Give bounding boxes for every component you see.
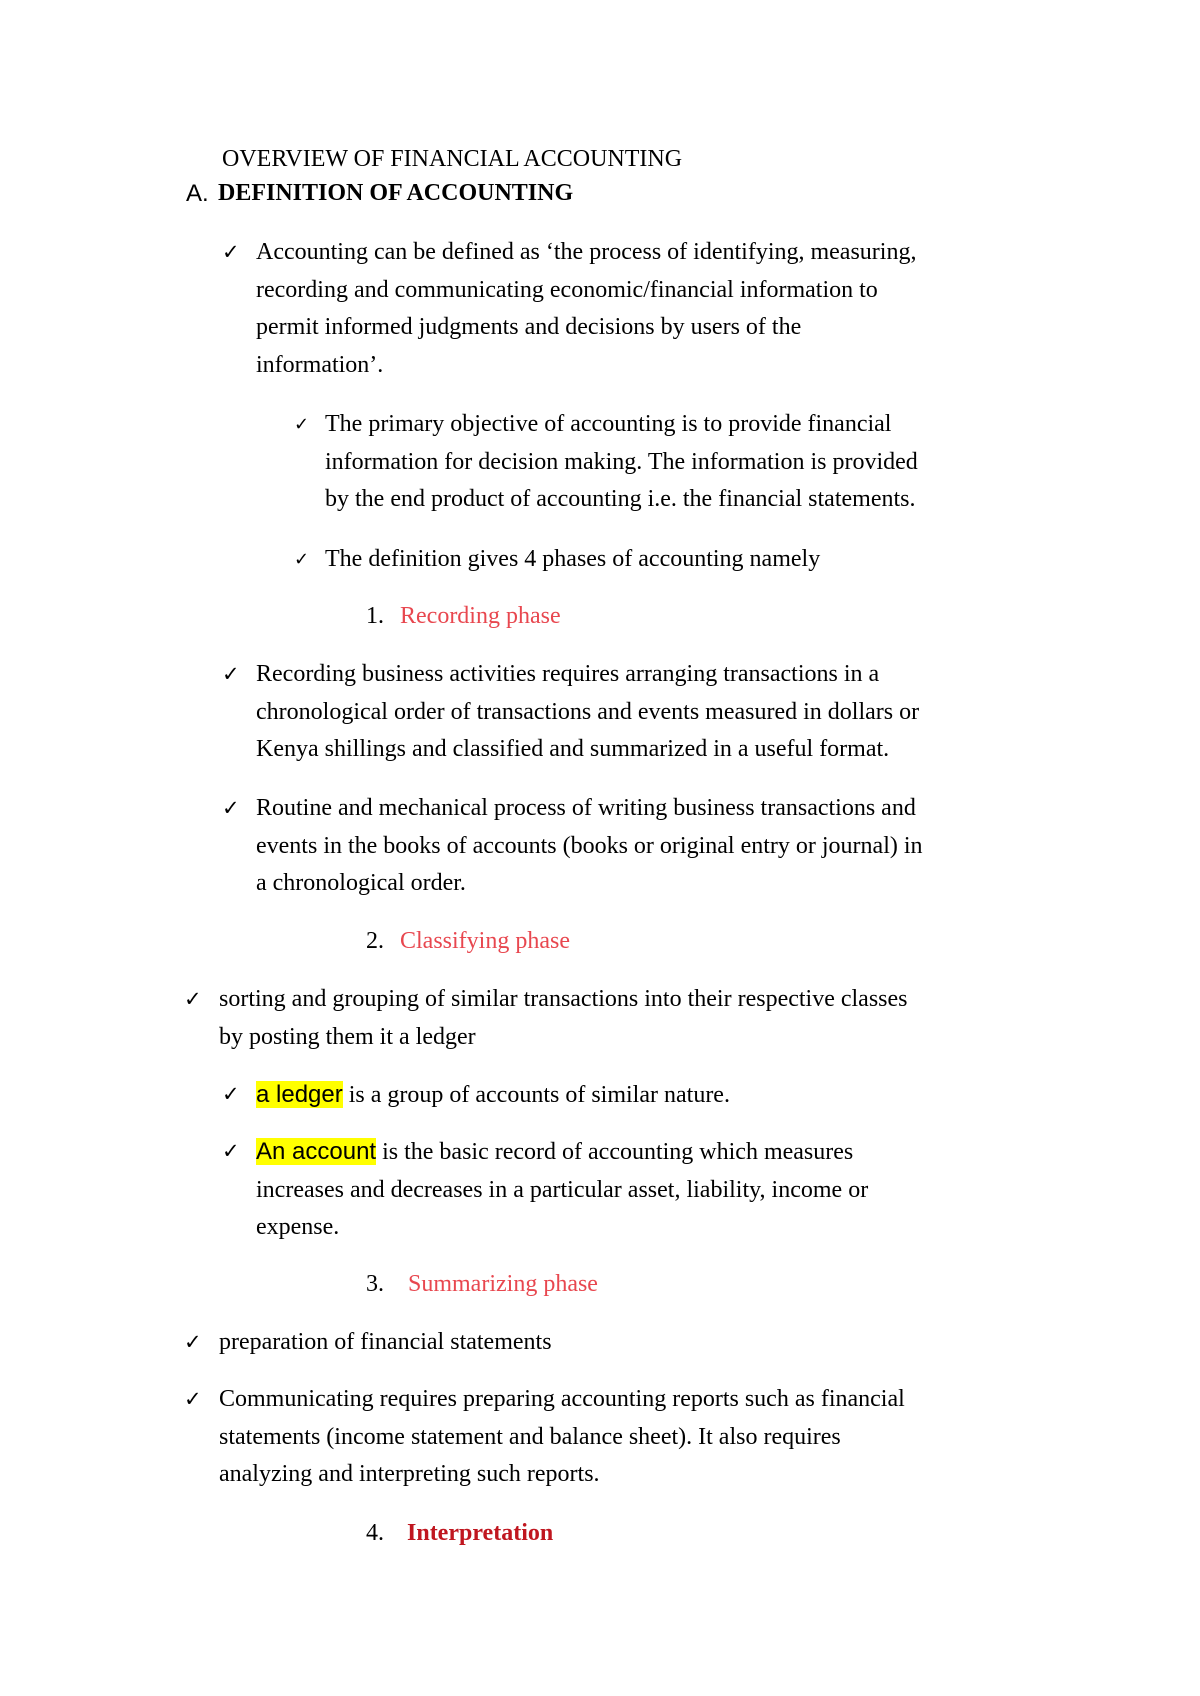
text-line: information for decision making. The information is provided [325, 448, 918, 475]
text-line [256, 1133, 868, 1172]
text-line: by the end product of accounting i.e. the financial statements. [325, 486, 916, 512]
text-line: The primary objective of accounting is to provide financial [325, 411, 892, 437]
bullet-text [256, 1076, 730, 1115]
check-icon: ✓ [294, 549, 310, 570]
check-icon: ✓ [294, 414, 310, 435]
check-icon: ✓ [184, 1330, 202, 1354]
phase-heading: Interpretation [407, 1520, 554, 1546]
text-line: The definition gives 4 phases of accounting namely [325, 546, 821, 572]
text-line: Recording business activities requires arranging transactions in a [256, 661, 880, 687]
check-icon: ✓ [222, 240, 240, 264]
check-icon: ✓ [184, 1387, 202, 1411]
phase-number: 1. [366, 603, 384, 629]
phase-number: 2. [366, 928, 384, 954]
bullet-text [256, 790, 923, 903]
text-line: recording and communicating economic/financial information to [256, 276, 878, 303]
document-title: OVERVIEW OF FINANCIAL ACCOUNTING [222, 146, 683, 172]
check-icon: ✓ [184, 987, 202, 1011]
check-icon: ✓ [222, 1139, 240, 1163]
phase-heading: Summarizing phase [408, 1271, 598, 1297]
phase-heading: Classifying phase [400, 928, 570, 954]
text-line: Kenya shillings and classified and summarized in a useful format. [256, 736, 890, 762]
bullet-text [325, 406, 918, 519]
text-line: events in the books of accounts (books or original entry or journal) in [256, 832, 923, 859]
phase-number: 3. [366, 1271, 384, 1297]
bullet-text [219, 1324, 552, 1362]
bullet-text [256, 1133, 868, 1247]
highlighted-term: a ledger [256, 1081, 343, 1108]
phase-number: 4. [366, 1520, 384, 1546]
text-line: a chronological order. [256, 870, 466, 896]
check-icon: ✓ [222, 662, 240, 686]
text-line: sorting and grouping of similar transactions into their respective classes [219, 986, 908, 1012]
bullet-text [256, 656, 919, 769]
text-line [256, 1076, 730, 1115]
text-line: permit informed judgments and decisions by users of the [256, 314, 802, 340]
section-letter: A. [186, 180, 209, 207]
phase-heading: Recording phase [400, 603, 561, 629]
section-heading: DEFINITION OF ACCOUNTING [218, 180, 574, 206]
bullet-text [219, 981, 908, 1056]
text-line: increases and decreases in a particular asset, liability, income or [256, 1176, 869, 1203]
text-line: expense. [256, 1214, 340, 1240]
text-line: analyzing and interpreting such reports. [219, 1461, 600, 1487]
check-icon: ✓ [222, 796, 240, 820]
text-line: preparation of financial statements [219, 1329, 552, 1355]
text-fragment: is the basic record of accounting which measures [376, 1139, 854, 1165]
text-line: information’. [256, 351, 384, 378]
bullet-text [219, 1381, 905, 1494]
bullet-text [325, 541, 820, 579]
text-line: Accounting can be defined as ‘the process of identifying, measuring, [256, 239, 917, 265]
check-icon: ✓ [222, 1082, 240, 1106]
text-line: Routine and mechanical process of writing business transactions and [256, 795, 916, 821]
text-line: by posting them it a ledger [219, 1023, 476, 1050]
bullet-text [256, 234, 916, 384]
text-line: chronological order of transactions and events measured in dollars or [256, 698, 920, 725]
highlighted-term: An account [256, 1138, 377, 1165]
text-line: statements (income statement and balance sheet). It also requires [219, 1423, 841, 1450]
text-fragment: is a group of accounts of similar nature. [342, 1082, 730, 1108]
text-line: Communicating requires preparing accounting reports such as financial [219, 1386, 905, 1412]
